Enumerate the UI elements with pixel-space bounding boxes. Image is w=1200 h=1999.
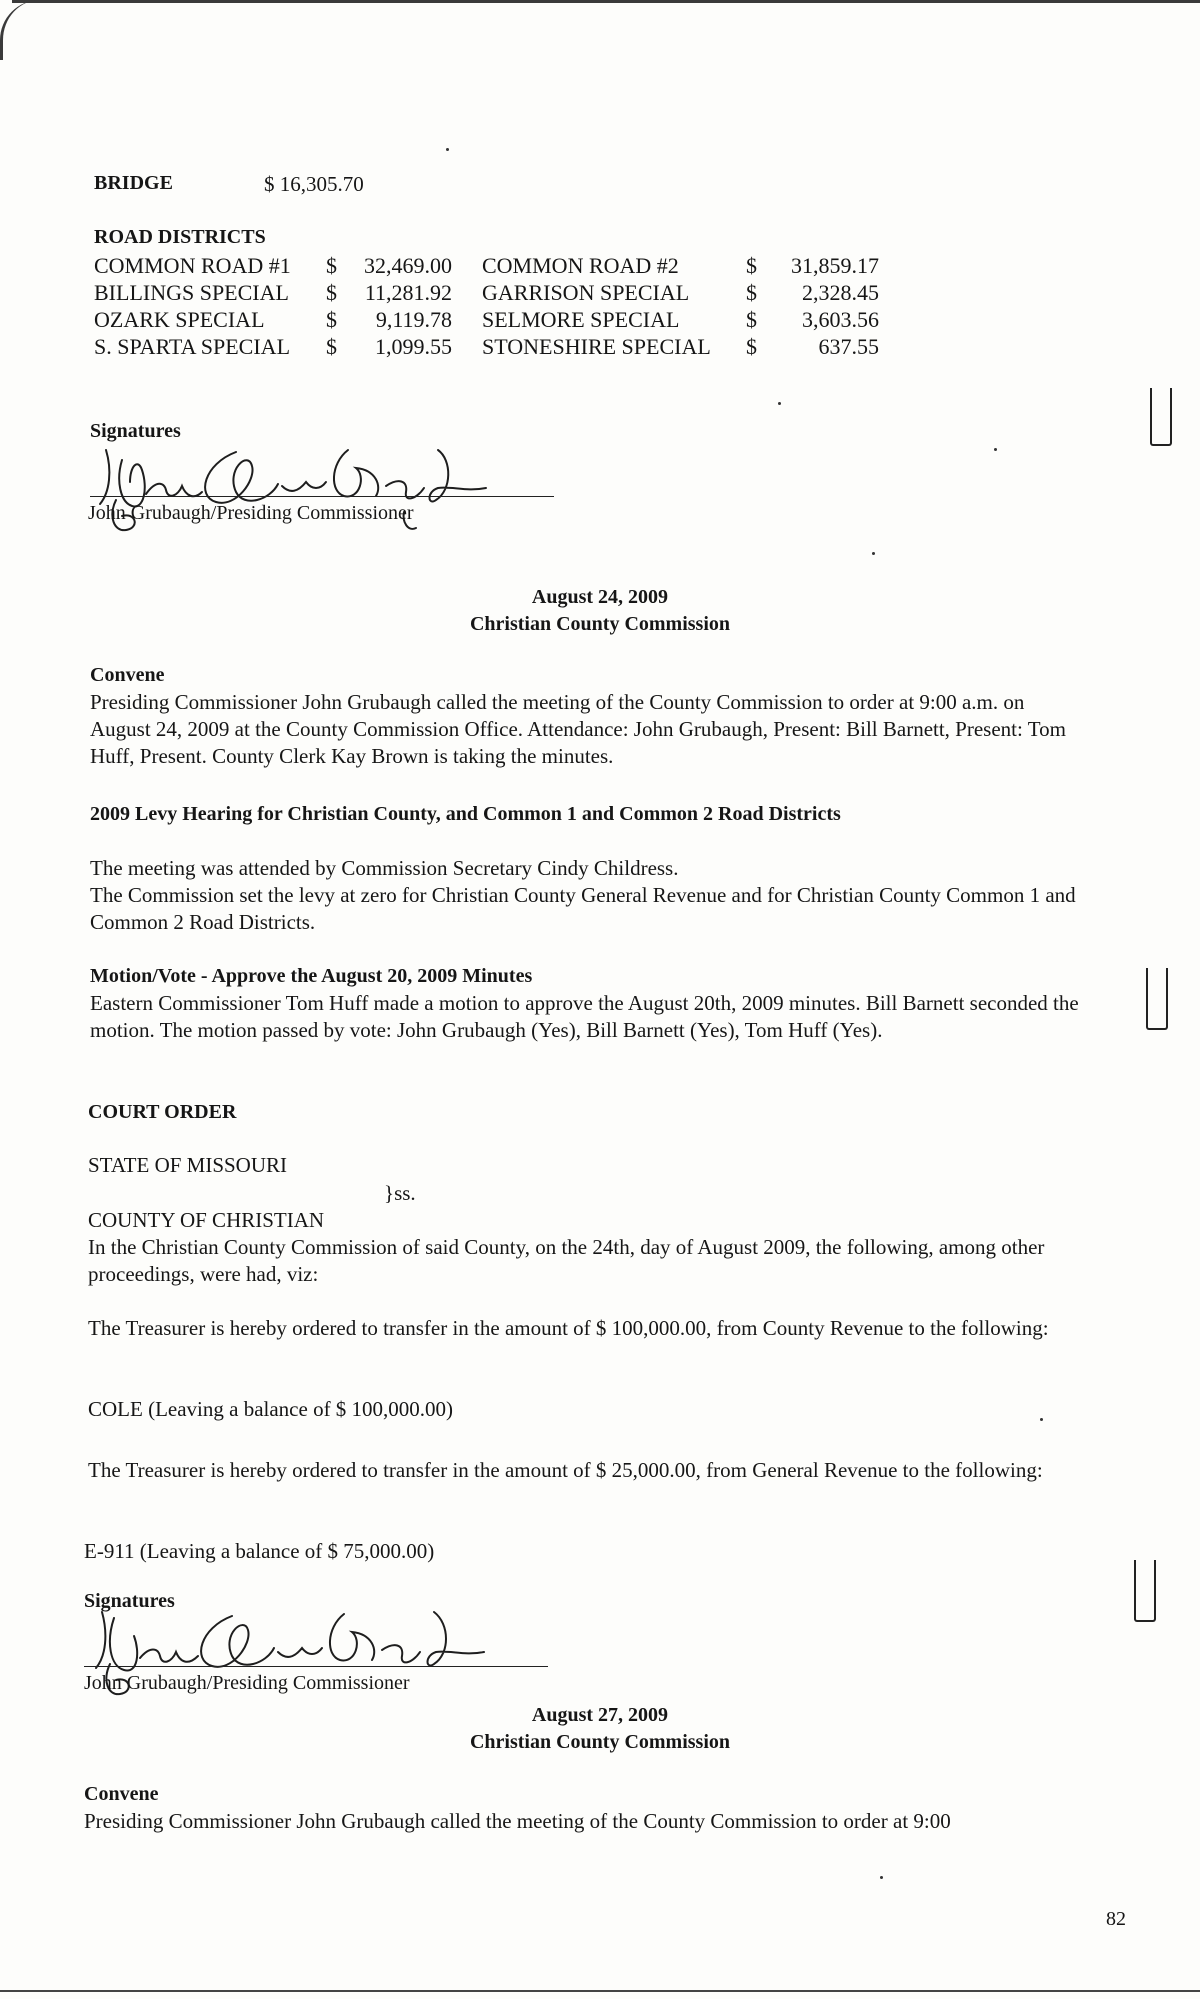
convene-heading: Convene: [84, 1783, 159, 1805]
scan-corner: [0, 0, 43, 60]
scan-edge-top: [12, 0, 1200, 3]
ss-mark: }ss.: [384, 1181, 416, 1205]
margin-mark: [1150, 388, 1172, 446]
road-districts-title: ROAD DISTRICTS: [94, 226, 266, 248]
speck: [778, 402, 781, 405]
signatures-heading: Signatures: [90, 420, 181, 442]
district-currency: $: [746, 334, 757, 359]
page-number: 82: [1106, 1908, 1126, 1930]
speck: [1040, 1418, 1043, 1421]
district-currency: $: [326, 280, 337, 305]
signature-caption: John Grubaugh/Presiding Commissioner: [88, 502, 414, 524]
district-currency: $: [746, 307, 757, 332]
district-amount: 2,328.45: [802, 280, 879, 305]
motion-heading: Motion/Vote - Approve the August 20, 2009 Minutes: [90, 965, 533, 987]
meeting-date: August 24, 2009: [531, 586, 669, 608]
scan-edge-bottom: [0, 1990, 1200, 1992]
signature-line: [90, 496, 554, 497]
district-name: STONESHIRE SPECIAL: [482, 334, 711, 359]
district-amount: 3,603.56: [802, 307, 879, 332]
district-name: COMMON ROAD #1: [94, 253, 291, 278]
margin-mark: [1146, 968, 1168, 1030]
levy-heading: 2009 Levy Hearing for Christian County, and Common 1 and Common 2 Road Districts: [90, 803, 841, 825]
margin-mark: [1134, 1560, 1156, 1622]
district-amount: 31,859.17: [791, 253, 879, 278]
convene-text: Presiding Commissioner John Grubaugh called the meeting of the County Commission to order at 9:00: [84, 1809, 951, 1833]
signature-caption: John Grubaugh/Presiding Commissioner: [84, 1672, 410, 1694]
district-name: GARRISON SPECIAL: [482, 280, 690, 305]
district-amount: 637.55: [818, 334, 879, 359]
convene-text: Presiding Commissioner John Grubaugh called the meeting of the County Commission to order at 9:00 a.m. on August 24, 2009 at the County Commission Office. Attendance: John Grubaugh, Present: Bill Barnett, Present: Tom Huff, Present. County Clerk Kay Brown is taking the minutes.: [90, 690, 1066, 768]
district-amount: 1,099.55: [375, 334, 452, 359]
motion-text: Eastern Commissioner Tom Huff made a motion to approve the August 20th, 2009 minutes. Bill Barnett seconded the motion. The motion passed by vote: John Grubaugh (Yes), Bill Barnett (Yes), Tom Huff (Yes).: [90, 991, 1079, 1042]
speck: [446, 148, 449, 151]
convene-heading: Convene: [90, 664, 165, 686]
speck: [872, 552, 875, 555]
proceedings-text: In the Christian County Commission of said County, on the 24th, day of August 2009, the following, among other proceedings, were had, viz:: [88, 1235, 1045, 1286]
district-currency: $: [326, 253, 337, 278]
district-amount: 9,119.78: [375, 307, 452, 332]
speck: [994, 448, 997, 451]
levy-decision: The Commission set the levy at zero for Christian County General Revenue and for Christian County Common 1 and Common 2 Road Districts.: [90, 883, 1076, 934]
county-line: COUNTY OF CHRISTIAN: [88, 1208, 325, 1232]
district-name: SELMORE SPECIAL: [482, 307, 680, 332]
district-name: S. SPARTA SPECIAL: [94, 334, 291, 359]
district-currency: $: [326, 307, 337, 332]
district-amount: 32,469.00: [364, 253, 452, 278]
signatures-heading: Signatures: [84, 1590, 175, 1612]
meeting-body: Christian County Commission: [469, 1731, 731, 1753]
district-name: COMMON ROAD #2: [482, 253, 679, 278]
district-currency: $: [746, 280, 757, 305]
e911-balance: E-911 (Leaving a balance of $ 75,000.00): [84, 1539, 435, 1563]
district-amount: 11,281.92: [364, 280, 452, 305]
road-districts-table: [94, 252, 879, 360]
meeting-date: August 27, 2009: [531, 1704, 669, 1726]
district-currency: $: [746, 253, 757, 278]
signature-line: [84, 1666, 548, 1667]
levy-attendance: The meeting was attended by Commission Secretary Cindy Childress.: [90, 856, 679, 880]
transfer-order-1: The Treasurer is hereby ordered to transfer in the amount of $ 100,000.00, from County Revenue to the following:: [88, 1316, 1049, 1340]
district-currency: $: [326, 334, 337, 359]
bridge-amount: $ 16,305.70: [264, 172, 364, 196]
district-name: OZARK SPECIAL: [94, 307, 265, 332]
court-order-heading: COURT ORDER: [88, 1101, 237, 1123]
cole-balance: COLE (Leaving a balance of $ 100,000.00): [88, 1397, 454, 1421]
state-line: STATE OF MISSOURI: [88, 1153, 288, 1177]
bridge-label: BRIDGE: [94, 172, 173, 194]
transfer-order-2: The Treasurer is hereby ordered to transfer in the amount of $ 25,000.00, from General Revenue to the following:: [88, 1458, 1043, 1482]
speck: [880, 1876, 883, 1879]
meeting-body: Christian County Commission: [469, 613, 731, 635]
district-name: BILLINGS SPECIAL: [94, 280, 289, 305]
